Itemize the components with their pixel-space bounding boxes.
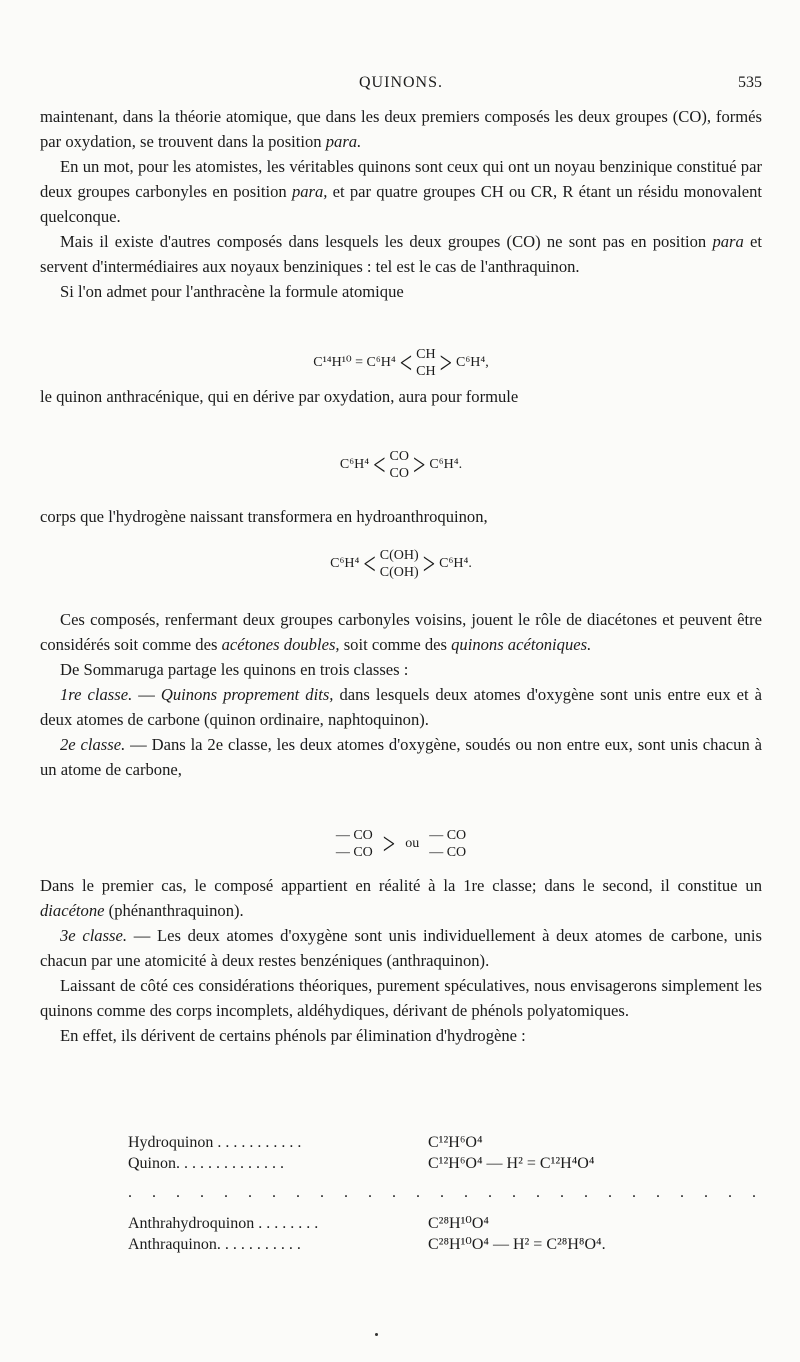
phenol-list [128,1132,764,1255]
list-item: Quinon. . . . . . . . . . . . . . C¹²H⁶O⁴ — H² = C¹²H⁴O⁴ [128,1155,595,1172]
paragraph-9: 1re classe. — Quinons proprement dits, dans lesquels deux atomes d'oxygène sont unis entre eux et à deux atomes de carbone (quinon ordinaire, naphtoquinon). [40,685,762,729]
running-title: QUINONS. [359,74,443,91]
paragraph-8: De Sommaruga partage les quinons en trois classes : [60,660,409,679]
paragraph-12: 3e classe. — Les deux atomes d'oxygène sont unis individuellement à deux atomes de carbone, unis chacun par une atomicité à deux restes benzéniques (anthraquinon). [40,926,762,970]
paragraph-5: le quinon anthracénique, qui en dérive par oxydation, aura pour formule [40,387,519,406]
paragraph-10: 2e classe. — Dans la 2e classe, les deux atomes d'oxygène, soudés ou non entre eux, sont unis chacun à un atome de carbone, [40,735,762,779]
page-number: 535 [738,74,762,91]
paragraph-3: Mais il existe d'autres composés dans lesquels les deux groupes (CO) ne sont pas en position para et servent d'intermédiaires aux noyaux benziniques : tel est le cas de l'anthraquinon. [40,232,762,276]
list-item: Anthraquinon. . . . . . . . . . . C²⁸H¹⁰O⁴ — H² = C²⁸H⁸O⁴. [128,1236,606,1253]
formula-anthraquinon: C⁶H⁴ < CO CO > C⁶H⁴. [339,446,463,482]
paragraph-1: maintenant, dans la théorie atomique, que dans les deux premiers composés les deux groupes (CO), formés par oxydation, se trouvent dans la position para. [40,107,762,151]
formula-hydroanthroquinon: C⁶H⁴ < C(OH) C(OH) > C⁶H⁴. [330,545,472,581]
formula-anthracene: C¹⁴H¹⁰ = C⁶H⁴ < CH CH > C⁶H⁴, [313,344,489,380]
text-block-4 [40,607,762,782]
text-block-3 [40,504,762,529]
paragraph-11: Dans le premier cas, le composé appartient en réalité à la 1re classe; dans le second, il constitue un diacétone (phénanthraquinon). [40,876,762,920]
paragraph-14: En effet, ils dérivent de certains phénols par élimination d'hydrogène : [60,1026,526,1045]
text-block-5 [40,873,762,1048]
paragraph-6: corps que l'hydrogène naissant transformera en hydroanthroquinon, [40,507,488,526]
text-block-1 [40,104,762,304]
text-block-2 [40,384,762,409]
paragraph-4: Si l'on admet pour l'anthracène la formule atomique [60,282,404,301]
paragraph-2: En un mot, pour les atomistes, les véritables quinons sont ceux qui ont un noyau benzinique constitué par deux groupes carbonyles en position para, et par quatre groupes CH ou CR, R étant un résidu monovalent quelconque. [40,157,763,226]
formula-classes: — CO — CO > ou — CO — CO [335,825,467,861]
list-separator: . . . . . . . . . . . . . . . . . . . . . . . . . . . [128,1184,764,1201]
paragraph-13: Laissant de côté ces considérations théoriques, purement spéculatives, nous envisagerons simplement les quinons comme des corps incomplets, aldéhydiques, dérivant de phénols polyatomiques. [40,976,762,1020]
list-item: Anthrahydroquinon . . . . . . . . C²⁸H¹⁰O⁴ [128,1215,489,1232]
running-header [40,74,762,98]
list-item: Hydroquinon . . . . . . . . . . . C¹²H⁶O⁴ [128,1134,483,1151]
page-mark [375,1333,378,1336]
paragraph-7: Ces composés, renfermant deux groupes carbonyles voisins, jouent le rôle de diacétones et peuvent être considérés soit comme des acétones doubles, soit comme des quinons acétoniques. [40,610,762,654]
